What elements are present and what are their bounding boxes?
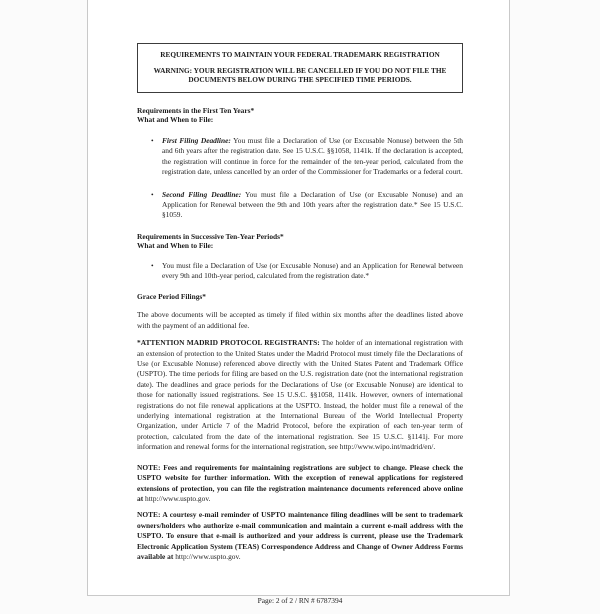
what-when-to-file-heading-1: What and When to File:	[137, 115, 214, 125]
successive-periods-bullet-list	[137, 261, 463, 282]
successive-renewal-text: You must file a Declaration of Use (or Excusable Nonuse) and an Application for Renewal between every 9th and 10th-year period, calculated from the registration date.*	[162, 261, 463, 281]
bullet-marker: •	[151, 261, 154, 270]
first-filing-deadline-text	[162, 136, 463, 178]
note-fees-body: NOTE: Fees and requirements for maintaining registrations are subject to change. Please check the USPTO website for further information. With the exception of renewal applications for registered extensions of protection, you can file the registration maintenance documents referenced above online at	[137, 462, 463, 503]
second-filing-deadline-bullet	[137, 190, 463, 221]
uspto-url-2: http://www.uspto.gov.	[175, 551, 241, 561]
madrid-protocol-label: *ATTENTION MADRID PROTOCOL REGISTRANTS:	[137, 338, 320, 348]
cancellation-warning: WARNING: YOUR REGISTRATION WILL BE CANCELLED IF YOU DO NOT FILE THE DOCUMENTS BELOW DURING THE SPECIFIED TIME PERIODS.	[153, 65, 447, 85]
certificate-page	[87, 0, 510, 606]
madrid-protocol-body: The holder of an international registration with an extension of protection to the United States under the Madrid Protocol must timely file the Declarations of Use (or Excusable Nonuse) referenced above directly with the United States Patent and Trademark Office (USPTO). The time periods for filing are based on the U.S. registration date (not the international registration date). The deadlines and grace periods for the Declarations of Use (or Excusable Nonuse) are identical to those for nationally issued registrations. See 15 U.S.C. §§1058, 1141k. However, owners of international registrations do not file renewal applications at the USPTO. Instead, the holder must file a renewal of the underlying international registration at the International Bureau of the World Intellectual Property Organization, under Article 7 of the Madrid Protocol, before the expiration of each ten-year term of protection, calculated from the date of the international registration. See 15 U.S.C. §1141j. For more information and renewal forms for the international registration, see	[137, 338, 463, 452]
first-ten-years-bullet-list	[137, 136, 463, 221]
note-email-reminder-paragraph	[137, 510, 463, 562]
maintenance-requirements-box	[137, 43, 463, 93]
second-filing-deadline-label: Second Filing Deadline:	[162, 189, 242, 199]
second-filing-deadline-body: You must file a Declaration of Use (or Excusable Nonuse) and an Application for Renewal between the 9th and 10th years after the registration date.* See 15 U.S.C. §1059.	[162, 189, 463, 220]
successive-periods-heading: Requirements in Successive Ten-Year Periods*	[137, 231, 284, 241]
first-filing-deadline-body: You must file a Declaration of Use (or Excusable Nonuse) between the 5th and 6th years after the registration date. See 15 U.S.C. §§1058, 1141k. If the declaration is accepted, the registration will continue in force for the remainder of the ten-year period, calculated from the registration date, unless cancelled by an order of the Commissioner for Trademarks or a federal court.	[162, 135, 464, 177]
madrid-protocol-paragraph	[137, 338, 463, 452]
first-filing-deadline-label: First Filing Deadline:	[162, 135, 231, 145]
what-when-to-file-heading-2: What and When to File:	[137, 241, 214, 251]
grace-period-text: The above documents will be accepted as timely if filed within six months after the deadlines listed above with the payment of an additional fee.	[137, 310, 463, 330]
first-filing-deadline-bullet	[137, 136, 463, 178]
bullet-marker: •	[151, 189, 154, 199]
bullet-marker: •	[151, 135, 154, 145]
grace-period-heading: Grace Period Filings*	[137, 291, 206, 301]
note-email-reminder-body: NOTE: A courtesy e-mail reminder of USPTO maintenance filing deadlines will be sent to trademark owners/holders who authorize e-mail communication and maintain a current e-mail address with the USPTO. To ensure that e-mail is authorized and your address is current, please use the Trademark Electronic Application System (TEAS) Correspondence Address and Change of Owner Address Forms available at	[137, 510, 463, 561]
second-filing-deadline-text	[162, 190, 463, 221]
page-number-footer: Page: 2 of 2 / RN # 6787394	[257, 596, 343, 606]
page-content	[137, 43, 463, 614]
uspto-url-1: http://www.uspto.gov.	[145, 493, 211, 503]
first-ten-years-heading: Requirements in the First Ten Years*	[137, 105, 255, 115]
wipo-url: http://www.wipo.int/madrid/en/.	[339, 442, 436, 452]
requirements-title: REQUIREMENTS TO MAINTAIN YOUR FEDERAL TRADEMARK REGISTRATION	[160, 50, 440, 59]
successive-renewal-bullet	[137, 261, 463, 282]
note-fees-paragraph	[137, 463, 463, 505]
